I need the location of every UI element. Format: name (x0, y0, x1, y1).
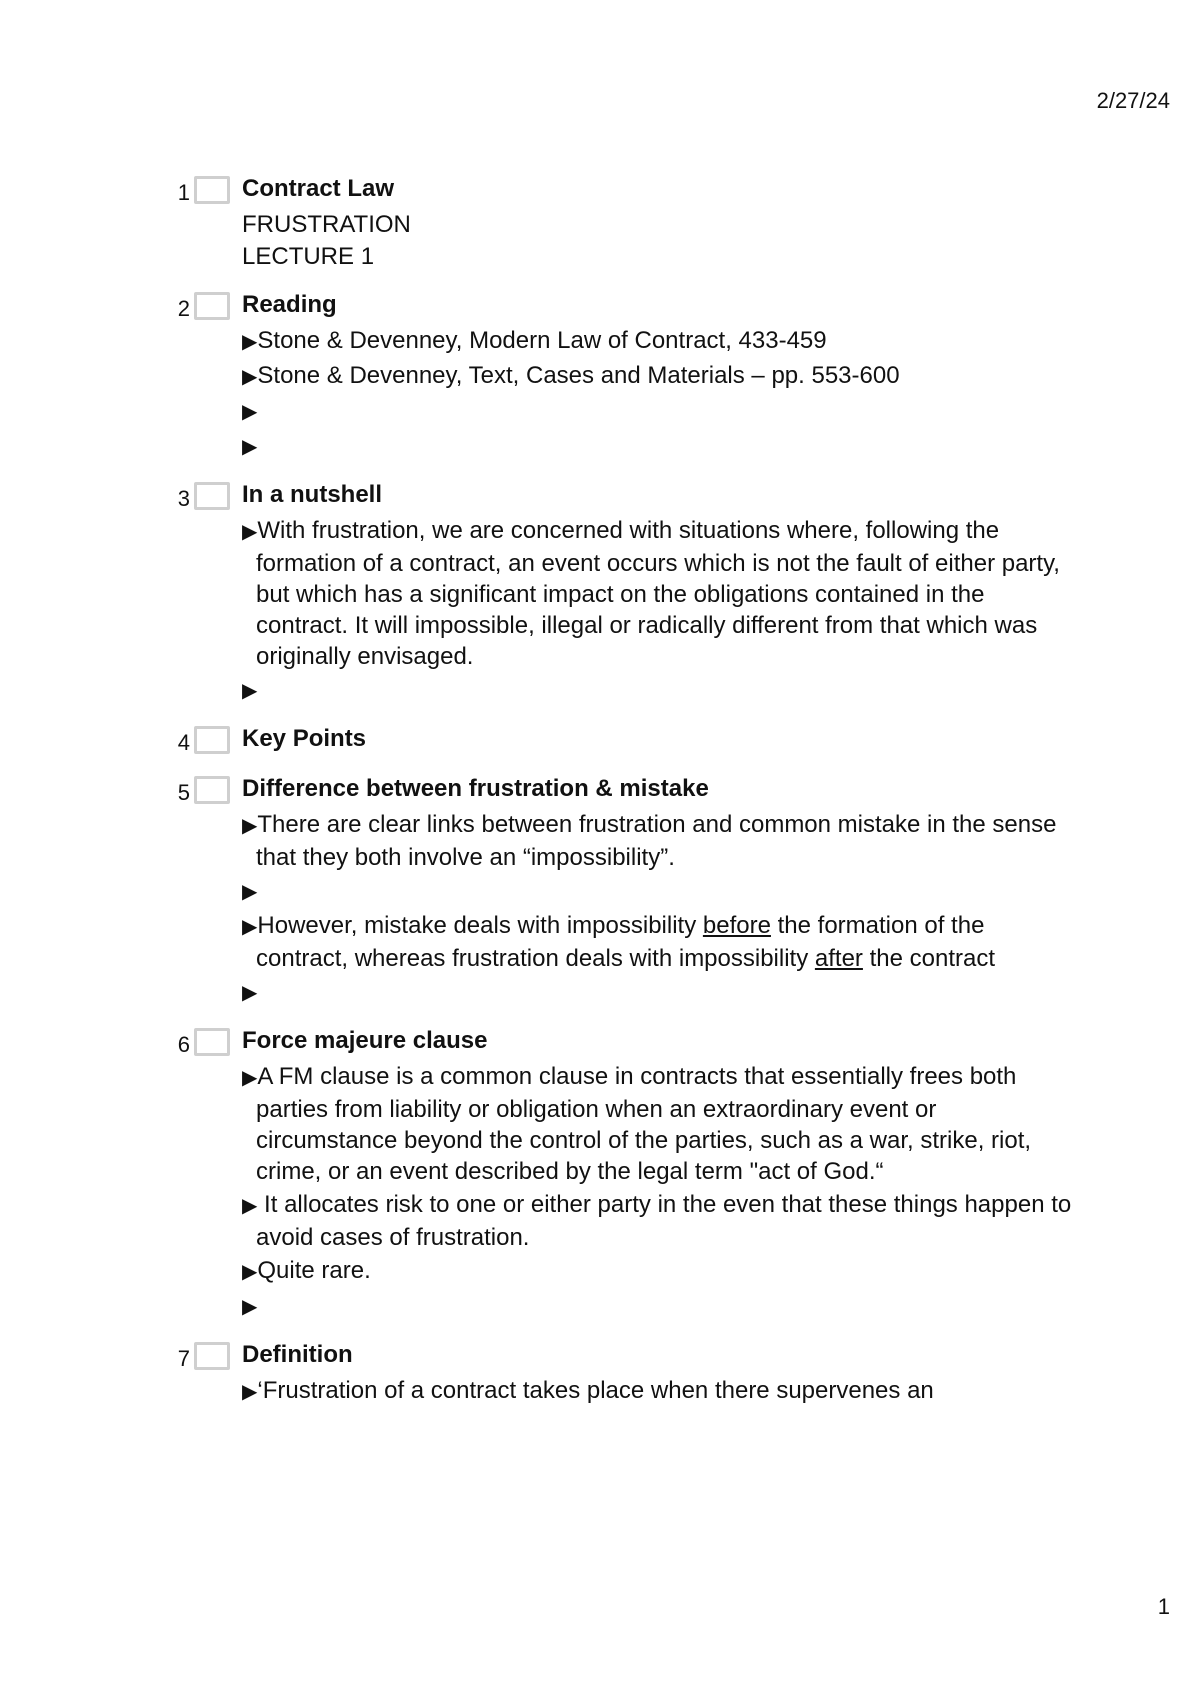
bullet-item (242, 809, 1072, 873)
slide-4 (0, 721, 1200, 757)
bullet-arrow-icon: ▶ (242, 1296, 258, 1318)
bullet-arrow-icon: ▶ (242, 521, 258, 543)
slide-checkbox (194, 1028, 230, 1056)
bullet-item (242, 515, 1072, 672)
bullet-item (242, 1189, 1072, 1253)
bullet-item-empty (242, 875, 1072, 908)
bullet-text: With frustration, we are concerned with situations where, following the formation of a contract, an event occurs which is not the fault of either party, but which has a significant impact on the obligations contained in the contract. It will impossible, illegal or radically different from that which was originally envisaged. (256, 517, 1060, 670)
slide-title: Key Points (242, 725, 367, 752)
slide-outline (0, 171, 1200, 1422)
underlined-word: after (814, 945, 863, 972)
bullet-arrow-icon: ▶ (242, 1381, 258, 1403)
bullet-arrow-icon: ▶ (242, 1195, 258, 1217)
bullet-text: It allocates risk to one or either party in the even that these things happen to avoid cases of frustration. (256, 1191, 1072, 1251)
slide-checkbox (194, 1342, 230, 1370)
bullet-arrow-icon: ▶ (242, 331, 258, 353)
slide-6 (0, 1023, 1200, 1323)
bullet-arrow-icon: ▶ (242, 1261, 258, 1283)
bullet-item-empty (242, 430, 1072, 463)
bullet-item-empty (242, 976, 1072, 1009)
bullet-arrow-icon: ▶ (242, 881, 258, 903)
bullet-text: ‘Frustration of a contract takes place when there supervenes an (257, 1377, 934, 1404)
slide-title: Force majeure clause (242, 1027, 488, 1054)
bullet-item-empty (242, 674, 1072, 707)
page-number: 1 (1157, 1594, 1170, 1619)
bullet-arrow-icon: ▶ (242, 916, 258, 938)
slide-title: In a nutshell (242, 481, 383, 508)
bullet-arrow-icon: ▶ (242, 815, 258, 837)
slide-5 (0, 771, 1200, 1009)
bullet-item (242, 1255, 1072, 1288)
slide-title: Difference between frustration & mistake (242, 775, 709, 802)
bullet-text: However, mistake deals with impossibility (257, 912, 703, 939)
slide-checkbox (194, 726, 230, 754)
slide-number: 3 (177, 486, 190, 511)
bullet-text: There are clear links between frustration and common mistake in the sense that they both involve an “impossibility”. (256, 811, 1057, 871)
bullet-text: Stone & Devenney, Modern Law of Contract, 433-459 (257, 327, 827, 354)
slide-title: Reading (242, 291, 337, 318)
slide-2 (0, 287, 1200, 463)
slide-checkbox (194, 176, 230, 204)
slide-title: Definition (242, 1341, 353, 1368)
bullet-item (242, 360, 1072, 393)
bullet-arrow-icon: ▶ (242, 436, 258, 458)
slide-number: 2 (177, 296, 190, 321)
bullet-text: Stone & Devenney, Text, Cases and Materials – pp. 553-600 (257, 362, 900, 389)
slide-number: 1 (177, 180, 190, 205)
slide-checkbox (194, 292, 230, 320)
bullet-item (242, 910, 1072, 974)
slide-number: 6 (177, 1032, 190, 1057)
bullet-arrow-icon: ▶ (242, 1067, 258, 1089)
slide-7 (0, 1337, 1200, 1408)
slide-checkbox (194, 482, 230, 510)
slide-1 (0, 171, 1200, 273)
bullet-text: the contract (862, 945, 995, 972)
bullet-arrow-icon: ▶ (242, 366, 258, 388)
underlined-word: before (702, 912, 771, 939)
bullet-text: the formation of the contract, whereas frustration deals with impossibility (256, 912, 985, 972)
slide-number: 7 (177, 1346, 190, 1371)
bullet-item-empty (242, 395, 1072, 428)
bullet-arrow-icon: ▶ (242, 401, 258, 423)
slide-number: 5 (177, 780, 190, 805)
bullet-text: A FM clause is a common clause in contracts that essentially frees both parties from liability or obligation when an extraordinary event or circumstance beyond the control of the parties, such as a war, strike, riot, crime, or an event described by the legal term "act of God.“ (256, 1063, 1032, 1185)
slide-subtitle-line: LECTURE 1 (242, 243, 375, 270)
bullet-arrow-icon: ▶ (242, 680, 258, 702)
bullet-item-empty (242, 1290, 1072, 1323)
slide-checkbox (194, 776, 230, 804)
bullet-arrow-icon: ▶ (242, 982, 258, 1004)
slide-3 (0, 477, 1200, 707)
slide-title: Contract Law (242, 175, 395, 202)
page-date: 2/27/24 (1096, 88, 1170, 113)
slide-subtitle-line: FRUSTRATION (242, 211, 411, 238)
bullet-item (242, 325, 1072, 358)
bullet-item (242, 1375, 1072, 1408)
slide-number: 4 (177, 730, 190, 755)
bullet-text: Quite rare. (257, 1257, 371, 1284)
bullet-item (242, 1061, 1072, 1187)
